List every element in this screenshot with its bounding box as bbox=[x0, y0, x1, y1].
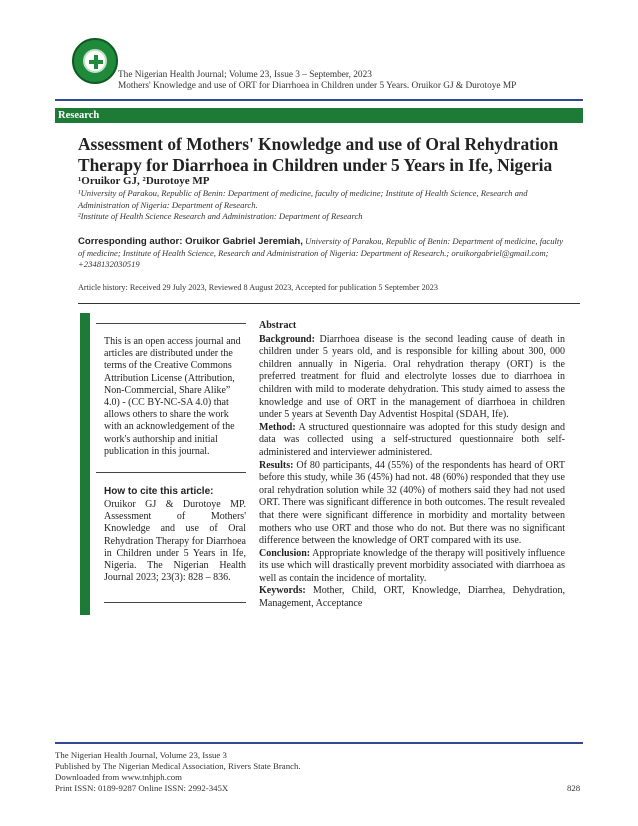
citation-text: Oruikor GJ & Durotoye MP. Assessment of Mothers' Knowledge and use of Oral Rehydration Therapy for Diarrhoea in Children under 5 Years in Ife, Nigeria. The Nigerian Health Journal 2023; 23(3): 828 – 836. bbox=[104, 499, 246, 584]
corresponding-details: University of Parakou, Republic of Benin: Department of medicine, faculty of medicine; Institute of Health Science, Research and Administration of Nigeria: Department of Research.; oruikorgabriel@gmail.com; +2348132030519 bbox=[78, 236, 564, 269]
journal-header-line: The Nigerian Health Journal; Volume 23, Issue 3 – September, 2023 bbox=[118, 70, 372, 80]
corresponding-label: Corresponding author: Oruikor Gabriel Jeremiah, bbox=[78, 236, 303, 247]
citation-heading: How to cite this article: bbox=[104, 486, 214, 497]
abstract-method: Method: A structured questionnaire was adopted for this study design and data was collected using a self-structured questionnaire both self-administered and interviewer administered. bbox=[259, 421, 566, 458]
page-number: 828 bbox=[567, 783, 581, 793]
journal-logo bbox=[72, 38, 118, 84]
footer-rule bbox=[55, 742, 583, 744]
header-rule bbox=[55, 99, 583, 101]
abstract-heading: Abstract bbox=[259, 320, 297, 331]
authors: ¹Oruikor GJ, ²Durotoye MP bbox=[78, 175, 210, 187]
abstract-results: Results: Of 80 participants, 44 (55%) of the respondents has heard of ORT before this study, while 36 (45%) had not. 48 (60%) responded that they use oral rehydration solution while 32 (40%) of mothers said they had not used ORT. There was significant difference in both outcomes. The result revealed that there were significant difference in morbidity and mortality between mothers who use ORT and those who do not. But there was no significant difference between the knowledge of ORT compared with its use. bbox=[259, 459, 566, 547]
citation-bottom-rule bbox=[104, 602, 246, 603]
affiliation-2: ²Institute of Health Science Research and Administration: Department of Research bbox=[78, 211, 363, 221]
abstract bbox=[259, 320, 565, 611]
footer-line-2: Published by The Nigerian Medical Association, Rivers State Branch. bbox=[55, 761, 301, 771]
corresponding-author bbox=[78, 236, 568, 271]
article-header-line: Mothers' Knowledge and use of ORT for Diarrhoea in Children under 5 Years. Oruikor GJ & Durotoye MP bbox=[118, 81, 517, 91]
sidebar-accent-bar bbox=[80, 313, 90, 615]
affiliation-1: ¹University of Parakou, Republic of Benin: Department of medicine, faculty of medicine; Institute of Health Science, Research and Administration of Nigeria: Department of Research. bbox=[78, 188, 528, 210]
article-title: Assessment of Mothers' Knowledge and use of Oral Rehydration Therapy for Diarrhoea in Children under 5 Years in Ife, Nigeria bbox=[78, 134, 559, 175]
article-history: Article history: Received 29 July 2023, Reviewed 8 August 2023, Accepted for publication 5 September 2023 bbox=[78, 283, 438, 292]
license-bottom-rule bbox=[96, 472, 246, 473]
abstract-background: Background: Diarrhoea disease is the second leading cause of death in children under 5 years old, and is responsible for killing about 300, 000 children annually in Nigeria. Oral rehydration therapy (ORT) is the preferred treatment for fluid and electrolyte losses due to diarrhoea in children with mild to moderate dehydration. This study aimed to assess the knowledge and use of ORT in the management of diarrhoea in children under 5 years at Seventh Day Adventist Hospital (SDAH, Ife). bbox=[259, 333, 565, 421]
license-top-rule bbox=[96, 323, 246, 324]
logo-emblem bbox=[83, 49, 107, 73]
abstract-conclusion: Conclusion: Appropriate knowledge of the therapy will positively influence its use which will drastically prevent morbidity associated with diarrhoea as well as contain the incidence of mortality. bbox=[259, 547, 565, 584]
abstract-keywords: Keywords: Mother, Child, ORT, Knowledge, Diarrhea, Dehydration, Management, Acceptance bbox=[259, 585, 566, 610]
footer-line-1: The Nigerian Health Journal, Volume 23, Issue 3 bbox=[55, 750, 227, 760]
license-text: This is an open access journal and articles are distributed under the terms of the Creative Commons Attribution License (Attribution, Non-Commercial, Share Alike” 4.0) - (CC BY-NC-SA 4.0) that allows others to share the work with an acknowledgement of the work's authorship and initial publication in this journal. bbox=[104, 336, 241, 457]
section-label: Research bbox=[55, 108, 583, 123]
footer-line-3: Downloaded from www.tnhjph.com bbox=[55, 772, 182, 782]
footer-line-4: Print ISSN: 0189-9287 Online ISSN: 2992-345X bbox=[55, 783, 229, 793]
divider bbox=[78, 303, 580, 304]
